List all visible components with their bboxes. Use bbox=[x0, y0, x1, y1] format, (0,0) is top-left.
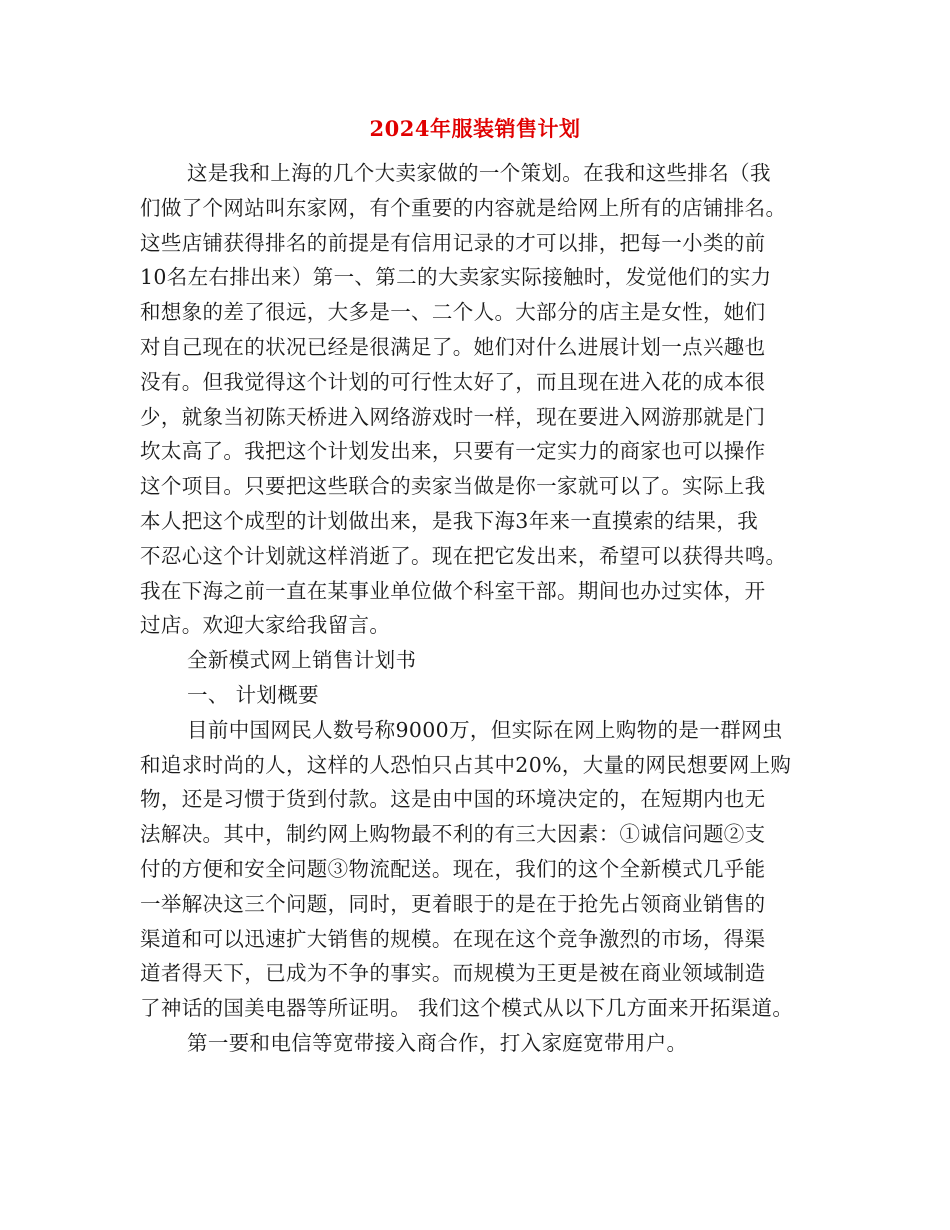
document-body bbox=[140, 156, 830, 1061]
document-title: 2024年服装销售计划 bbox=[369, 116, 581, 141]
text-line: 少，就象当初陈天桥进入网络游戏时一样，现在要进入网游那就是门 bbox=[140, 404, 766, 429]
text-line: 目前中国网民人数号称9000万，但实际在网上购物的是一群网虫 bbox=[187, 717, 783, 742]
text-line: 们做了个网站叫东家网，有个重要的内容就是给网上所有的店铺排名。 bbox=[140, 195, 787, 220]
text-line: 道者得天下，已成为不争的事实。而规模为王更是被在商业领域制造 bbox=[140, 961, 766, 986]
text-line: 付的方便和安全问题③物流配送。现在，我们的这个全新模式几乎能 bbox=[140, 856, 766, 881]
text-line: 没有。但我觉得这个计划的可行性太好了，而且现在进入花的成本很 bbox=[140, 369, 766, 394]
text-line: 一举解决这三个问题，同时，更着眼于的是在于抢先占领商业销售的 bbox=[140, 891, 766, 916]
text-line: 法解决。其中，制约网上购物最不利的有三大因素：①诚信问题②支 bbox=[140, 822, 766, 847]
text-line: 第一要和电信等宽带接入商合作，打入家庭宽带用户。 bbox=[187, 1030, 688, 1055]
text-line: 10名左右排出来）第一、第二的大卖家实际接触时，发觉他们的实力 bbox=[140, 265, 772, 290]
text-line: 一、 计划概要 bbox=[187, 682, 319, 707]
text-line: 这是我和上海的几个大卖家做的一个策划。在我和这些排名（我 bbox=[187, 161, 771, 185]
text-line: 这个项目。只要把这些联合的卖家当做是你一家就可以了。实际上我 bbox=[140, 474, 766, 499]
text-line: 对自己现在的状况已经是很满足了。她们对什么进展计划一点兴趣也 bbox=[140, 334, 766, 359]
text-line: 和追求时尚的人，这样的人恐怕只占其中20%，大量的网民想要网上购 bbox=[140, 752, 792, 777]
text-line: 和想象的差了很远，大多是一、二个人。大部分的店主是女性，她们 bbox=[140, 300, 766, 325]
text-line: 不忍心这个计划就这样消逝了。现在把它发出来，希望可以获得共鸣。 bbox=[140, 543, 787, 568]
text-line: 坎太高了。我把这个计划发出来，只要有一定实力的商家也可以操作 bbox=[140, 439, 766, 464]
text-line: 过店。欢迎大家给我留言。 bbox=[140, 613, 391, 638]
text-line: 了神话的国美电器等所证明。 我们这个模式从以下几方面来开拓渠道。 bbox=[140, 996, 794, 1021]
text-line: 本人把这个成型的计划做出来，是我下海3年来一直摸索的结果，我 bbox=[140, 508, 759, 533]
text-line: 这些店铺获得排名的前提是有信用记录的才可以排，把每一小类的前 bbox=[140, 230, 766, 255]
text-line: 全新模式网上销售计划书 bbox=[187, 648, 417, 673]
text-line: 物，还是习惯于货到付款。这是由中国的环境决定的，在短期内也无 bbox=[140, 787, 766, 812]
text-line: 我在下海之前一直在某事业单位做个科室干部。期间也办过实体，开 bbox=[140, 578, 766, 603]
text-line: 渠道和可以迅速扩大销售的规模。在现在这个竞争激烈的市场，得渠 bbox=[140, 926, 766, 951]
